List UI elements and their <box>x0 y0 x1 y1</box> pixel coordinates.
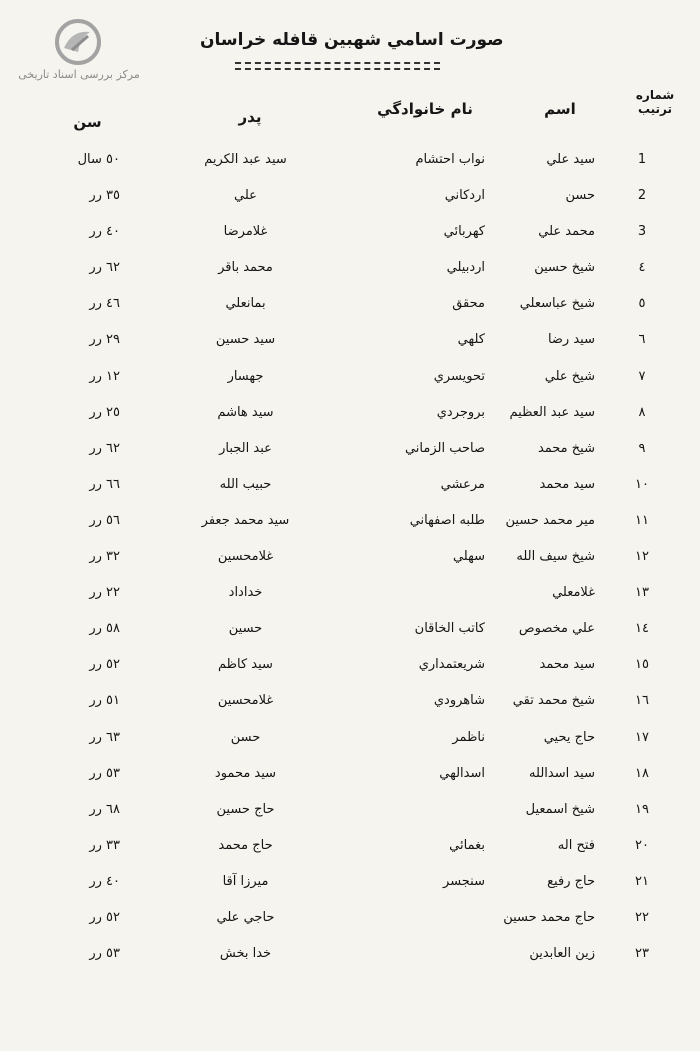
table-row <box>0 401 700 437</box>
row-name: فتح اله <box>557 837 595 853</box>
row-number: ٥ <box>638 296 646 312</box>
row-age: ٦٢ رر <box>89 260 120 276</box>
row-number: ١٣ <box>635 585 649 601</box>
row-name: سيد علي <box>546 152 595 167</box>
table-row <box>0 184 700 220</box>
row-father-name: عبد الجبار <box>219 440 272 456</box>
row-name: شيخ علي <box>544 368 595 384</box>
watermark <box>18 18 138 88</box>
table-row <box>0 906 700 942</box>
row-age: ٦٣ رر <box>89 729 120 745</box>
row-age: ٣٢ رر <box>89 549 120 565</box>
row-father-name: علي <box>234 188 257 204</box>
row-number: 2 <box>637 188 647 204</box>
row-number: ٢٢ <box>635 909 649 925</box>
row-age: ٥٢ رر <box>89 909 120 925</box>
row-age: ٤٠ رر <box>89 224 120 240</box>
row-father-name: سيد محمد جعفر <box>201 512 290 528</box>
row-father-name: حاج محمد <box>218 837 273 853</box>
table-row <box>0 798 700 834</box>
row-father-name: غلامحسين <box>217 693 274 709</box>
row-age: ٢٥ رر <box>89 404 120 420</box>
row-father-name: خدا بخش <box>219 946 272 962</box>
table-row <box>0 437 700 473</box>
row-name: سيد عبد العظيم <box>509 404 595 420</box>
row-father-name: حسن <box>230 729 261 745</box>
row-father-name: سيد حسين <box>215 332 276 348</box>
table-row <box>0 870 700 906</box>
row-name: شيخ سيف الله <box>516 549 595 565</box>
row-number: 3 <box>637 224 647 240</box>
row-family-name: ناظمر <box>452 729 485 745</box>
table-row <box>0 545 700 581</box>
row-family-name: بروجردي <box>436 404 485 420</box>
table-row <box>0 762 700 798</box>
row-family-name: محقق <box>452 296 485 312</box>
row-family-name: اردكاني <box>444 188 485 204</box>
row-father-name: غلامرضا <box>223 224 268 240</box>
row-father-name: سيد هاشم <box>217 404 274 420</box>
row-age: ٦٢ رر <box>89 440 120 456</box>
row-father-name: حاج حسين <box>216 801 275 817</box>
watermark-text: مرکز بررسی اسناد تاریخی <box>18 68 140 81</box>
row-number: ٨ <box>638 404 646 420</box>
row-name: سيد محمد <box>539 657 595 673</box>
row-age: ٥٦ رر <box>89 512 120 528</box>
row-age: ٥٣ رر <box>89 765 120 781</box>
row-number: ١٩ <box>635 801 649 817</box>
row-age: ٤٦ رر <box>89 296 120 312</box>
row-name: سيد اسدالله <box>529 765 595 781</box>
row-age: ٤٠ رر <box>89 873 120 889</box>
row-number: ٢٣ <box>635 946 649 962</box>
row-age: ١٢ رر <box>89 368 120 384</box>
row-age: ٥١ رر <box>89 693 120 709</box>
row-father-name: سيد محمود <box>214 765 277 781</box>
row-number: ٧ <box>638 368 646 384</box>
table-row <box>0 581 700 617</box>
row-name: محمد علي <box>538 224 595 240</box>
row-family-name: كاتب الخاقان <box>414 621 485 637</box>
table-row <box>0 148 700 184</box>
row-name: حاج محمد حسين <box>503 909 595 925</box>
header-family: نام خانوادگي <box>377 100 473 118</box>
header-age: سن <box>73 113 102 131</box>
row-number: ١٧ <box>635 729 649 745</box>
row-name: شيخ عباسعلي <box>519 296 595 312</box>
row-name: شيخ محمد <box>537 440 595 456</box>
row-father-name: سيد كاظم <box>218 657 273 673</box>
row-father-name: سيد عبد الكريم <box>204 152 287 167</box>
row-age: ٦٨ رر <box>89 801 120 817</box>
table-row <box>0 256 700 292</box>
row-father-name: جهسار <box>227 368 264 384</box>
table-row <box>0 220 700 256</box>
row-number: ١٠ <box>635 476 649 492</box>
row-family-name: كلهي <box>457 332 485 348</box>
row-number: ١٨ <box>635 765 649 781</box>
row-father-name: حسين <box>228 621 263 637</box>
row-family-name: شاهرودي <box>433 693 485 709</box>
row-name: حسن <box>565 188 595 204</box>
row-age: ٥٨ رر <box>89 621 120 637</box>
row-name: علي مخصوص <box>518 621 595 637</box>
row-number: 1 <box>637 152 647 167</box>
row-number: ٦ <box>638 332 646 348</box>
row-name: غلامعلي <box>552 585 595 601</box>
row-age: ٢٢ رر <box>89 585 120 601</box>
header-number: شماره ترتيب <box>635 88 675 116</box>
archive-logo-icon <box>50 18 106 66</box>
row-number: ١٤ <box>635 621 649 637</box>
row-name: سيد محمد <box>539 476 595 492</box>
title-underline <box>235 62 440 70</box>
row-family-name: شريعتمداري <box>418 657 485 673</box>
row-family-name: اسدالهي <box>439 765 485 781</box>
row-age: ٣٣ رر <box>89 837 120 853</box>
row-father-name: حاجي علي <box>216 909 275 925</box>
row-age: ٢٩ رر <box>89 332 120 348</box>
table-row <box>0 473 700 509</box>
row-name: حاج رفيع <box>547 873 595 889</box>
row-name: حاج يحيي <box>543 729 595 745</box>
table-row <box>0 653 700 689</box>
row-family-name: تحويسري <box>433 368 485 384</box>
header-father: پدر <box>238 108 262 126</box>
row-number: ١٢ <box>635 549 649 565</box>
row-family-name: اردبيلي <box>446 260 485 276</box>
row-father-name: بمانعلي <box>225 296 266 312</box>
row-age: ٣٥ رر <box>89 188 120 204</box>
row-name: شيخ حسين <box>534 260 595 276</box>
row-age: ٥٠ سال <box>77 152 120 167</box>
row-family-name: كهربائي <box>443 224 485 240</box>
row-family-name: صاحب الزماني <box>404 440 485 456</box>
table-row <box>0 328 700 364</box>
row-family-name: طلبه اصفهاني <box>409 512 485 528</box>
row-number: ١٥ <box>635 657 649 673</box>
row-number: ٢١ <box>635 873 649 889</box>
row-father-name: غلامحسين <box>217 549 274 565</box>
row-age: ٥٢ رر <box>89 657 120 673</box>
row-family-name: بغمائي <box>449 837 485 853</box>
page-title: صورت اسامي شهبين قافله خراسان <box>200 30 504 50</box>
row-age: ٦٦ رر <box>89 476 120 492</box>
table-row <box>0 726 700 762</box>
header-name: اسم <box>544 100 576 118</box>
table-row <box>0 509 700 545</box>
table-row <box>0 834 700 870</box>
row-family-name: نواب احتشام <box>415 152 485 167</box>
row-name: شيخ محمد تقي <box>512 693 595 709</box>
table-row <box>0 617 700 653</box>
row-father-name: خداداد <box>228 585 263 601</box>
row-age: ٥٣ رر <box>89 946 120 962</box>
row-name: سيد رضا <box>547 332 595 348</box>
records-list <box>0 148 700 978</box>
row-father-name: حبيب الله <box>219 476 272 492</box>
row-father-name: محمد باقر <box>218 260 273 276</box>
table-row <box>0 689 700 725</box>
table-row <box>0 942 700 978</box>
row-family-name: مرعشي <box>440 476 485 492</box>
table-row <box>0 292 700 328</box>
row-number: ٢٠ <box>635 837 649 853</box>
table-row <box>0 365 700 401</box>
row-father-name: ميرزا آقا <box>222 873 269 889</box>
row-number: ١٦ <box>635 693 649 709</box>
row-family-name: سهلي <box>452 549 485 565</box>
row-number: ٩ <box>638 440 646 456</box>
row-name: مير محمد حسين <box>505 512 595 528</box>
row-name: زين العابدين <box>529 946 595 962</box>
row-number: ١١ <box>635 512 649 528</box>
row-family-name: سنجسر <box>443 873 485 889</box>
row-number: ٤ <box>638 260 646 276</box>
row-name: شيخ اسمعيل <box>525 801 595 817</box>
